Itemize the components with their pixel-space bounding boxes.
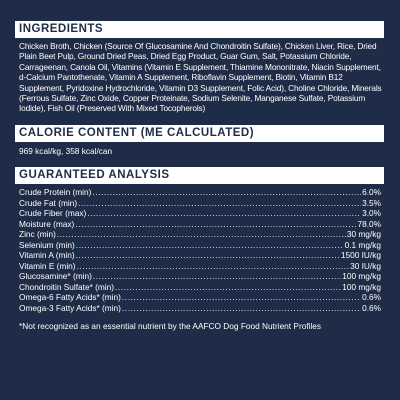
dot-leader xyxy=(87,208,361,219)
analysis-label: Crude Protein (min) xyxy=(19,187,92,197)
analysis-value: 3.5% xyxy=(362,197,381,208)
analysis-value: 78.0% xyxy=(357,218,381,229)
analysis-value: 100 mg/kg xyxy=(342,281,381,292)
analysis-row xyxy=(19,187,381,198)
dot-leader xyxy=(122,292,361,303)
analysis-row xyxy=(19,292,381,303)
analysis-label: Omega-6 Fatty Acids* (min) xyxy=(19,292,121,302)
dot-leader xyxy=(92,187,361,198)
analysis-row xyxy=(19,240,381,251)
analysis-row xyxy=(19,250,381,261)
analysis-value: 30 mg/kg xyxy=(346,229,381,239)
dot-leader xyxy=(122,303,361,314)
dot-leader xyxy=(93,271,341,282)
analysis-row xyxy=(19,271,381,282)
ingredients-list: Chicken Broth, Chicken (Source Of Glucosamine And Chondroitin Sulfate), Chicken Liver, Rice, Dried Plain Beet Pulp, Ground Dried Peas, Dried Egg Product, Guar Gum, Salt, Potassium Chloride, Carrageenan, Canola Oil, Vitamins (Vitamin E Supplement, Thiamine Mononitrate, Niacin Supplement, d-Calcium Pantothenate, Vitamin A Supplement, Riboflavin Supplement, Biotin, Vitamin B12 Supplement, Pyridoxine Hydrochloride, Vitamin D3 Supplement, Folic Acid), Choline Chloride, Minerals (Ferrous Sulfate, Zinc Oxide, Copper Proteinate, Sodium Selenite, Manganese Sulfate, Potassium Iodide), Fish Oil (Preserved With Mixed Tocopherols) xyxy=(19,41,382,114)
dot-leader xyxy=(57,229,346,240)
analysis-label: Chondroitin Sulfate* (min) xyxy=(19,281,114,292)
analysis-label: Moisture (max) xyxy=(19,218,75,229)
analysis-value: 1500 IU/kg xyxy=(340,250,381,260)
analysis-row xyxy=(19,219,381,230)
dot-leader xyxy=(76,240,344,251)
analysis-label: Omega-3 Fatty Acids* (min) xyxy=(19,302,121,313)
calorie-content-heading: CALORIE CONTENT (ME CALCULATED) xyxy=(15,125,384,142)
analysis-label: Crude Fiber (max) xyxy=(19,208,87,218)
analysis-value: 30 IU/kg xyxy=(350,260,381,271)
analysis-value: 0.6% xyxy=(362,292,381,302)
guaranteed-analysis-table xyxy=(19,187,381,313)
aafco-footnote: *Not recognized as an essential nutrient by the AAFCO Dog Food Nutrient Profiles xyxy=(19,321,322,331)
analysis-row xyxy=(19,208,381,219)
analysis-row xyxy=(19,282,381,293)
calorie-content-value: 969 kcal/kg, 358 kcal/can xyxy=(19,146,113,156)
analysis-value: 0.6% xyxy=(362,302,381,313)
analysis-value: 0.1 mg/kg xyxy=(344,239,381,250)
analysis-label: Zinc (min) xyxy=(19,229,56,239)
analysis-label: Glucosamine* (min) xyxy=(19,271,92,281)
analysis-label: Crude Fat (min) xyxy=(19,197,78,208)
analysis-value: 100 mg/kg xyxy=(342,271,381,281)
dot-leader xyxy=(77,261,350,272)
analysis-row xyxy=(19,229,381,240)
analysis-label: Vitamin E (min) xyxy=(19,260,76,271)
dot-leader xyxy=(78,198,361,209)
analysis-label: Selenium (min) xyxy=(19,239,75,250)
analysis-value: 6.0% xyxy=(362,187,381,197)
analysis-label: Vitamin A (min) xyxy=(19,250,75,260)
dot-leader xyxy=(75,219,356,230)
analysis-row xyxy=(19,303,381,314)
analysis-row xyxy=(19,198,381,209)
dot-leader xyxy=(76,250,340,261)
guaranteed-analysis-heading: GUARANTEED ANALYSIS xyxy=(15,167,384,184)
analysis-row xyxy=(19,261,381,272)
analysis-value: 3.0% xyxy=(362,208,381,218)
ingredients-heading: INGREDIENTS xyxy=(15,21,384,38)
dot-leader xyxy=(115,282,341,293)
